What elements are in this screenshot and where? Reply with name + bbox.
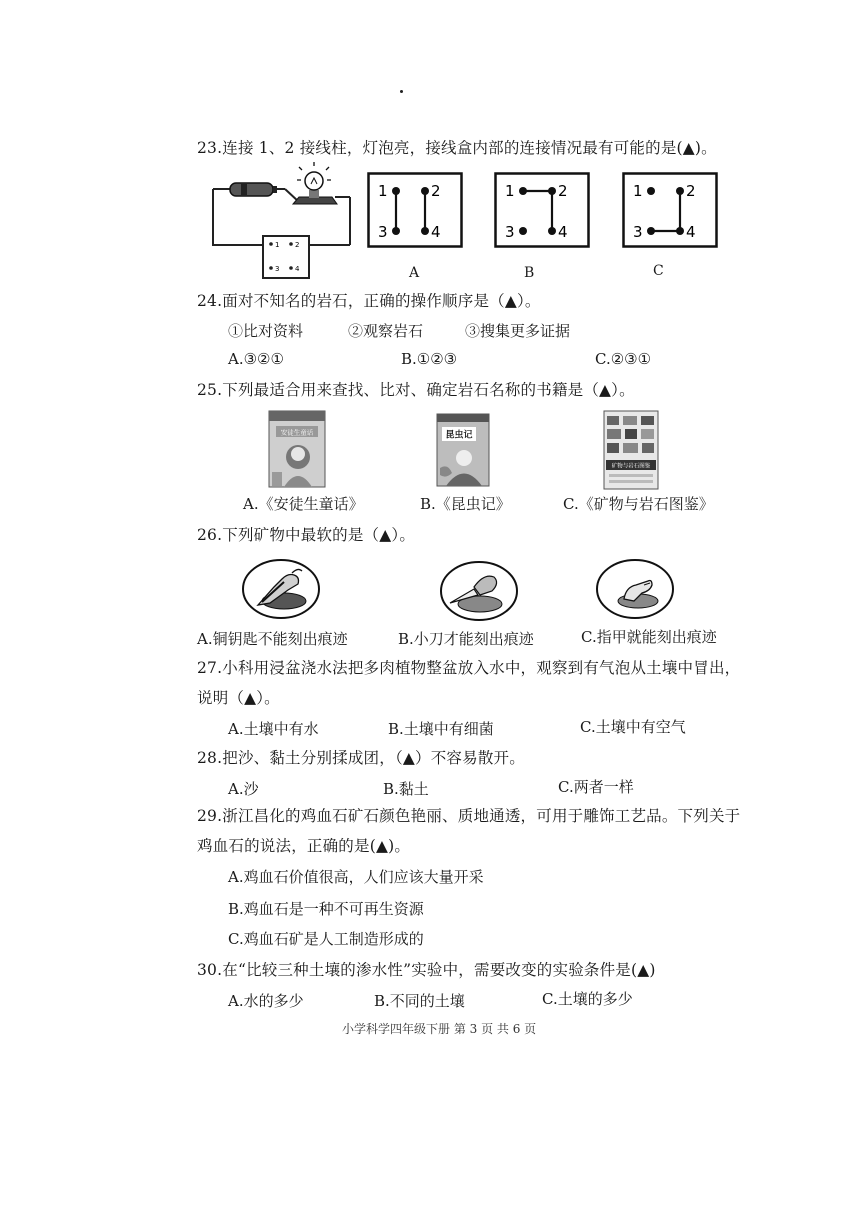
q24-option-a[interactable]: A.③②① bbox=[228, 350, 284, 368]
q30-option-c[interactable]: C.土壤的多少 bbox=[542, 990, 633, 1008]
book-cover-insects bbox=[436, 413, 490, 487]
q26-option-c[interactable]: C.指甲就能刻出痕迹 bbox=[581, 628, 717, 646]
q23-box-b bbox=[494, 172, 590, 248]
q25-option-c[interactable]: C.《矿物与岩石图鉴》 bbox=[563, 495, 714, 513]
q27-option-b[interactable]: B.土壤中有细菌 bbox=[388, 720, 494, 738]
q29-option-a[interactable]: A.鸡血石价值很高，人们应该大量开采 bbox=[228, 868, 484, 886]
scratch-test-fingernail-icon bbox=[594, 557, 676, 621]
q23-box-a bbox=[367, 172, 463, 248]
q24-option-c[interactable]: C.②③① bbox=[595, 350, 652, 368]
q28-stem: 28.把沙、黏土分别揉成团，（▲）不容易散开。 bbox=[197, 749, 525, 767]
q29-stem-line2: 鸡血石的说法，正确的是(▲)。 bbox=[197, 837, 411, 855]
q25-stem: 25.下列最适合用来查找、比对、确定岩石名称的书籍是（▲）。 bbox=[197, 381, 635, 399]
circuit-terminal-1: 1 bbox=[275, 241, 280, 249]
q24-step-2: ②观察岩石 bbox=[348, 322, 424, 340]
q26-option-a[interactable]: A.铜钥匙不能刻出痕迹 bbox=[197, 630, 348, 648]
q24-stem: 24.面对不知名的岩石，正确的操作顺序是（▲）。 bbox=[197, 292, 541, 310]
battery-icon bbox=[230, 183, 277, 196]
andersen-cover-title: 安徒生童话 bbox=[280, 428, 314, 437]
q30-option-a[interactable]: A.水的多少 bbox=[228, 992, 304, 1010]
terminal-box bbox=[263, 236, 309, 278]
q26-stem: 26.下列矿物中最软的是（▲）。 bbox=[197, 526, 416, 544]
q23-stem: 23.连接 1、2 接线柱，灯泡亮，接线盒内部的连接情况最有可能的是(▲)。 bbox=[197, 139, 717, 157]
q30-stem: 30.在“比较三种土壤的渗水性”实验中，需要改变的实验条件是(▲) bbox=[197, 961, 656, 979]
q25-option-a[interactable]: A.《安徒生童话》 bbox=[243, 495, 364, 513]
q24-step-1: ①比对资料 bbox=[228, 322, 304, 340]
box-b-label-4: 4 bbox=[558, 223, 568, 241]
q27-option-c[interactable]: C.土壤中有空气 bbox=[580, 718, 686, 736]
minerals-cover-title: 矿物与岩石图鉴 bbox=[611, 463, 651, 470]
q27-stem-line2: 说明（▲）。 bbox=[197, 689, 280, 707]
scan-speck bbox=[400, 90, 403, 93]
circuit-terminal-3: 3 bbox=[275, 265, 280, 273]
q29-option-c[interactable]: C.鸡血石矿是人工制造形成的 bbox=[228, 930, 424, 948]
box-a-label-4: 4 bbox=[431, 223, 441, 241]
q29-stem-line1: 29.浙江昌化的鸡血石矿石颜色艳丽、质地通透，可用于雕饰工艺品。下列关于 bbox=[197, 807, 741, 825]
light-bulb-icon bbox=[293, 162, 337, 204]
q30-option-b[interactable]: B.不同的土壤 bbox=[374, 992, 465, 1010]
scratch-test-knife-icon bbox=[438, 559, 520, 623]
box-c-label-2: 2 bbox=[686, 182, 696, 200]
page-footer: 小学科学四年级下册 第 3 页 共 6 页 bbox=[342, 1022, 537, 1036]
q26-option-b[interactable]: B.小刀才能刻出痕迹 bbox=[398, 630, 534, 648]
q28-option-a[interactable]: A.沙 bbox=[228, 780, 259, 798]
box-b-label-3: 3 bbox=[505, 223, 515, 241]
q24-option-b[interactable]: B.①②③ bbox=[401, 350, 458, 368]
q27-stem-line1: 27.小科用浸盆浇水法把多肉植物整盆放入水中，观察到有气泡从土壤中冒出， bbox=[197, 659, 741, 677]
q29-option-b[interactable]: B.鸡血石是一种不可再生资源 bbox=[228, 900, 424, 918]
q23-circuit-diagram bbox=[205, 162, 360, 280]
box-b-label-1: 1 bbox=[505, 182, 515, 200]
box-c-label-4: 4 bbox=[686, 223, 696, 241]
q27-option-a[interactable]: A.土壤中有水 bbox=[228, 720, 319, 738]
q23-box-c bbox=[622, 172, 718, 248]
box-c-label-3: 3 bbox=[633, 223, 643, 241]
box-b-label-2: 2 bbox=[558, 182, 568, 200]
q23-option-c[interactable]: C bbox=[653, 263, 664, 279]
q28-option-c[interactable]: C.两者一样 bbox=[558, 778, 634, 796]
circuit-terminal-2: 2 bbox=[295, 241, 300, 249]
box-c-label-1: 1 bbox=[633, 182, 643, 200]
insects-cover-title: 昆虫记 bbox=[445, 430, 473, 441]
circuit-terminal-4: 4 bbox=[295, 265, 300, 273]
q25-option-b[interactable]: B.《昆虫记》 bbox=[420, 495, 511, 513]
box-a-label-2: 2 bbox=[431, 182, 441, 200]
box-a-label-1: 1 bbox=[378, 182, 388, 200]
box-a-label-3: 3 bbox=[378, 223, 388, 241]
q28-option-b[interactable]: B.黏土 bbox=[383, 780, 429, 798]
scratch-test-key-icon bbox=[240, 557, 322, 621]
q24-step-3: ③搜集更多证据 bbox=[465, 322, 571, 340]
book-cover-minerals bbox=[603, 410, 659, 490]
q23-option-b[interactable]: B bbox=[524, 265, 535, 281]
book-cover-andersen bbox=[268, 410, 326, 488]
q23-option-a[interactable]: A bbox=[409, 265, 420, 281]
